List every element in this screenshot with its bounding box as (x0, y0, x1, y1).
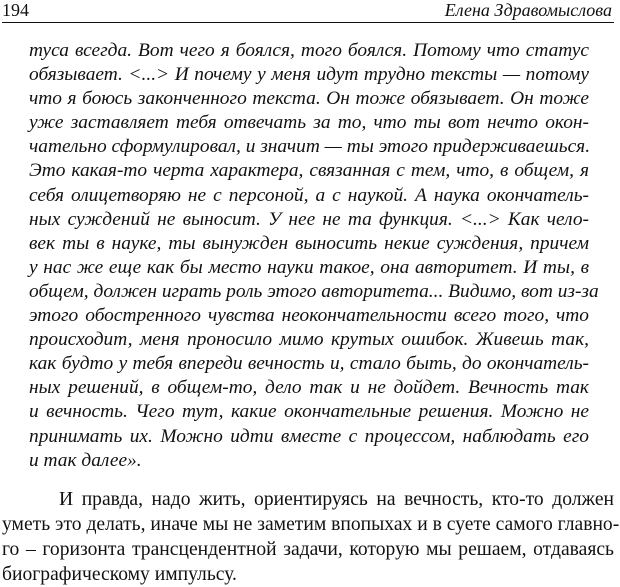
quote-line: Это какая-то черта характера, связанная с тем, что, в общем, я (29, 160, 589, 182)
quote-line: обязывает. <...> И почему у меня идут трудно тексты — потому (29, 64, 589, 86)
quote-line: уже заставляет тебя отвечать за то, что ты вот нечто окон- (29, 112, 589, 134)
quote-line: и вечность. Чего тут, какие окончательные решения. Можно не (29, 401, 589, 423)
quote-line: общем, должен играть роль этого авторитета... Видимо, вот из-за (29, 280, 599, 302)
interview-quote (29, 39, 599, 473)
quote-line: как будто у тебя впереди вечность и, стало быть, до окончатель- (29, 353, 589, 375)
quote-line: ных решений, в общем-то, дело так и не дойдет. Вечность так (29, 377, 589, 399)
body-line: И правда, надо жить, ориентируясь на вечность, кто-то должен (59, 489, 614, 510)
quote-line: ных суждений не выносит. У нее не та функция. <...> Как чело- (29, 208, 589, 230)
quote-line: что я боюсь законченного текста. Он тоже обязывает. Он тоже (29, 88, 589, 110)
body-line: уметь это делать, иначе мы не заметим впопыхах и в суете самого главно- (2, 514, 620, 535)
quote-line: себя олицетворяю не с персоной, а с наукой. А наука окончатель- (29, 184, 589, 206)
running-title: Елена Здравомыслова (444, 0, 612, 20)
quote-line: принимать их. Можно идти вместе с процессом, наблюдать его (29, 425, 589, 447)
body-line: го – горизонта трансцендентной задачи, которую мы решаем, отдаваясь (2, 539, 614, 560)
quote-line: у нас же еще как бы место науки такое, она авторитет. И ты, в (29, 256, 589, 278)
quote-line: век ты в науке, ты вынужден выносить некие суждения, причем (29, 232, 589, 254)
quote-line: происходит, меня проносило мимо крутых ошибок. Живешь так, (29, 329, 589, 351)
quote-line: чательно сформулировал, и значит — ты этого придерживаешься. (29, 136, 591, 158)
page-number: 194 (2, 0, 29, 20)
page-header (2, 0, 614, 23)
body-paragraph (2, 487, 620, 587)
quote-line: и так далее». (29, 449, 142, 471)
quote-line: туса всегда. Вот чего я боялся, того боялся. Потому что статус (29, 40, 589, 61)
quote-line: этого обостренного чувства неокончательности всего того, что (29, 305, 589, 327)
body-line: биографическому импульсу. (2, 564, 237, 585)
